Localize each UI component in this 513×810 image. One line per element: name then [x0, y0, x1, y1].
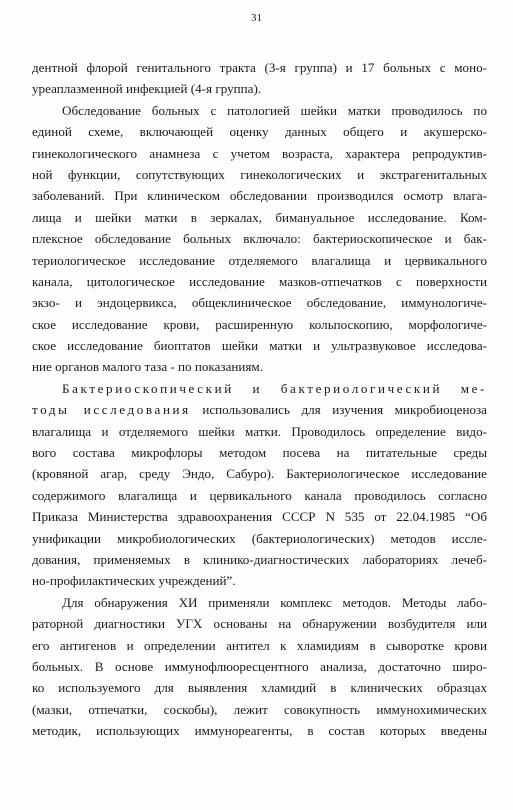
text-line: Бактериоскопический и бактериологический ме-: [62, 380, 487, 396]
text-line: дования, применяемых в клинико-диагностических лабораториях лечеб-: [32, 551, 487, 567]
text-line: вого состава микрофлоры методом посева на питательные среды: [32, 445, 487, 461]
text-line: Приказа Министерства здравоохранения СССР N 535 от 22.04.1985 “Об: [32, 509, 487, 525]
text-line: ной функции, сопутствующих гинекологических и экстрагенитальных: [32, 166, 487, 182]
text-line: больных. В основе иммунофлюоресцентного анализа, достаточно широ-: [32, 658, 487, 674]
text-line: лища и шейки матки в зеркалах, бимануальное исследование. Ком-: [32, 209, 487, 225]
text-line: экзо- и эндоцервикса, общеклиническое обследование, иммунологиче-: [32, 295, 487, 311]
text-line: заболеваний. При клиническом обследовании производился осмотр влага-: [32, 188, 487, 204]
text-line: [32, 399, 487, 420]
text-line: (мазки, отпечатки, соскобы), лежит совокупность иммунохимических: [32, 701, 487, 717]
text-line: (кровяной агар, среду Эндо, Сабуро). Бактериологическое исследование: [32, 466, 487, 482]
text-line: методик, использующих иммунореагенты, в состав которых введены: [32, 723, 487, 739]
text-line: дентной флорой генитального тракта (3-я группа) и 17 больных с моно-: [32, 60, 487, 75]
text-line: единой схеме, включающей оценку данных общего и акушерско-: [32, 124, 487, 140]
text-line: териологическое исследование отделяемого влагалища и цервикального: [32, 252, 487, 268]
text-line: ское исследование крови, расширенную кольпоскопию, морфологиче-: [32, 316, 487, 332]
text-line: плексное обследование больных включало: бактериоскопическое и бак-: [32, 231, 487, 247]
text-line: раторной диагностики УГХ основаны на обнаружении возбудителя или: [32, 616, 487, 632]
body-text: [32, 57, 487, 742]
text-line: ко используемого для выявления хламидий в клинических образцах: [32, 680, 487, 696]
text-line: его антигенов и определении антител к хламидиям в сыворотке крови: [32, 637, 487, 653]
text-line: канала, цитологическое исследование мазков-отпечатков с поверхности: [32, 273, 487, 289]
text-line: унификации микробиологических (бактериологических) методов иссле-: [32, 530, 487, 546]
text-line: гинекологического анамнеза с учетом возраста, характера репродуктив-: [32, 145, 487, 161]
text-line: ское исследование биоптатов шейки матки и ультразвуковое исследова-: [32, 338, 487, 354]
text-line: Для обнаружения ХИ применяли комплекс методов. Методы лабо-: [62, 594, 487, 610]
page-number: 31: [251, 12, 262, 24]
text-line: но-профилактических учреждений”.: [32, 573, 236, 589]
text-line-rest: использовались для изучения микробиоценоза: [190, 402, 487, 418]
method-term: тоды исследования: [32, 402, 191, 418]
text-line: влагалища и отделяемого шейки матки. Проводилось определение видо-: [32, 423, 487, 439]
text-line: Обследование больных с патологией шейки матки проводилось по: [62, 102, 487, 118]
text-line: содержимого влагалища и цервикального канала проводилось согласно: [32, 487, 487, 503]
text-line: уреаплазменной инфекцией (4-я группа).: [32, 81, 262, 97]
text-line: ние органов малого таза - по показаниям.: [32, 359, 263, 375]
